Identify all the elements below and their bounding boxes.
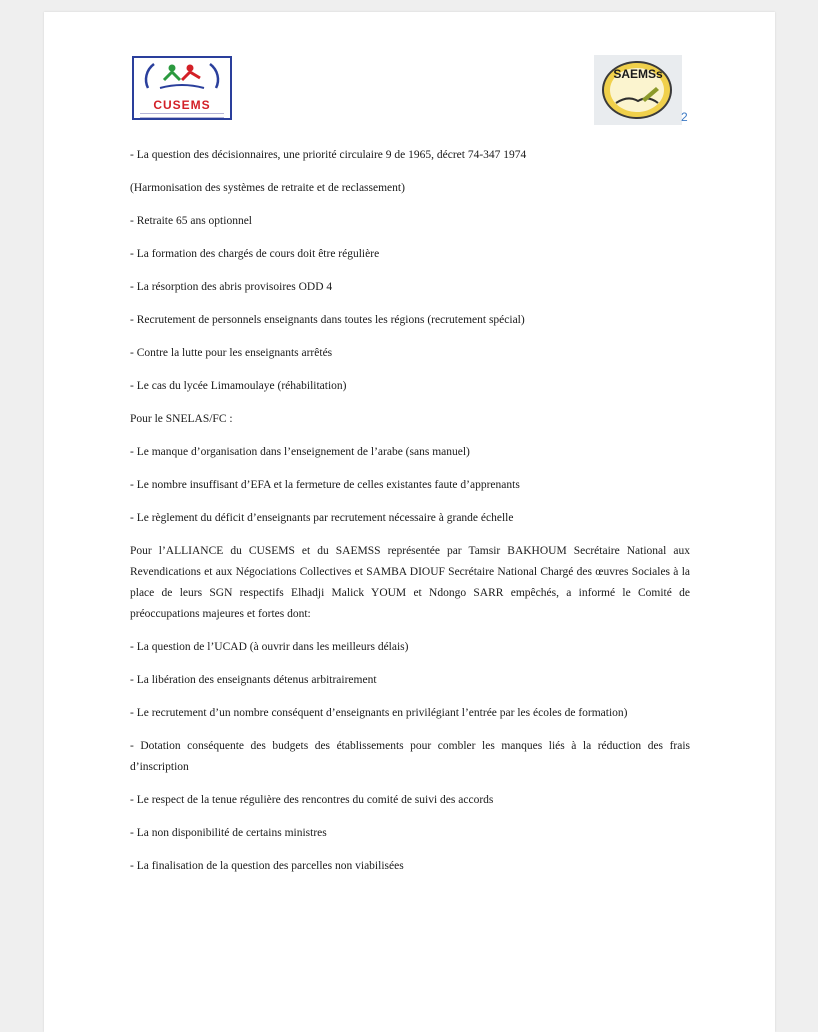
paragraph: - La question des décisionnaires, une priorité circulaire 9 de 1965, décret 74-347 1974: [130, 149, 527, 161]
paragraph: - Contre la lutte pour les enseignants arrêtés: [130, 347, 333, 359]
saemss-logo-text: SAEMSs: [613, 67, 663, 81]
paragraph: - Retraite 65 ans optionnel: [130, 215, 252, 227]
book-pen-icon: [612, 83, 662, 109]
paragraph: - La finalisation de la question des parcelles non viabilisées: [130, 860, 404, 872]
page-number: 2: [681, 110, 688, 124]
saemss-logo: [594, 55, 682, 125]
cusems-logo-subtitle-line: [140, 113, 224, 118]
document-body: [130, 145, 690, 889]
paragraph: - Le respect de la tenue régulière des rencontres du comité de suivi des accords: [130, 794, 494, 806]
paragraph: (Harmonisation des systèmes de retraite et de reclassement): [130, 182, 405, 194]
paragraph: - Le cas du lycée Limamoulaye (réhabilitation): [130, 380, 347, 392]
paragraph: - La non disponibilité de certains ministres: [130, 827, 327, 839]
paragraph: - Le recrutement d’un nombre conséquent d’enseignants en privilégiant l’entrée par les écoles de formation): [130, 707, 628, 719]
paragraph: - La question de l’UCAD (à ouvrir dans les meilleurs délais): [130, 641, 409, 653]
paragraph: - Recrutement de personnels enseignants dans toutes les régions (recrutement spécial): [130, 314, 525, 326]
paragraph: - Dotation conséquente des budgets des établissements pour combler les manques liés à la réduction des frais d’inscription: [130, 740, 690, 773]
paragraph: - Le nombre insuffisant d’EFA et la fermeture de celles existantes faute d’apprenants: [130, 479, 520, 491]
paragraph: - Le règlement du déficit d’enseignants par recrutement nécessaire à grande échelle: [130, 512, 514, 524]
paragraph: - La formation des chargés de cours doit être régulière: [130, 248, 380, 260]
alliance-paragraph: Pour l’ALLIANCE du CUSEMS et du SAEMSS représentée par Tamsir BAKHOUM Secrétaire National aux Revendications et aux Négociations Collectives et SAMBA DIOUF Secrétaire National Chargé des œuvres Sociales à la place de leurs SGN respectifs Elhadji Malick YOUM et Ndongo SARR empêchés, a informé le Comité de préoccupations majeures et fortes dont:: [130, 545, 690, 620]
cusems-logo: [132, 56, 232, 120]
paragraph: - La libération des enseignants détenus arbitrairement: [130, 674, 377, 686]
paragraph: - Le manque d’organisation dans l’enseignement de l’arabe (sans manuel): [130, 446, 470, 458]
document-page: [44, 12, 775, 1032]
cusems-emblem-icon: [134, 58, 230, 98]
cusems-logo-text: CUSEMS: [153, 98, 211, 112]
paragraph: - La résorption des abris provisoires ODD 4: [130, 281, 333, 293]
section-heading: Pour le SNELAS/FC :: [130, 413, 233, 425]
